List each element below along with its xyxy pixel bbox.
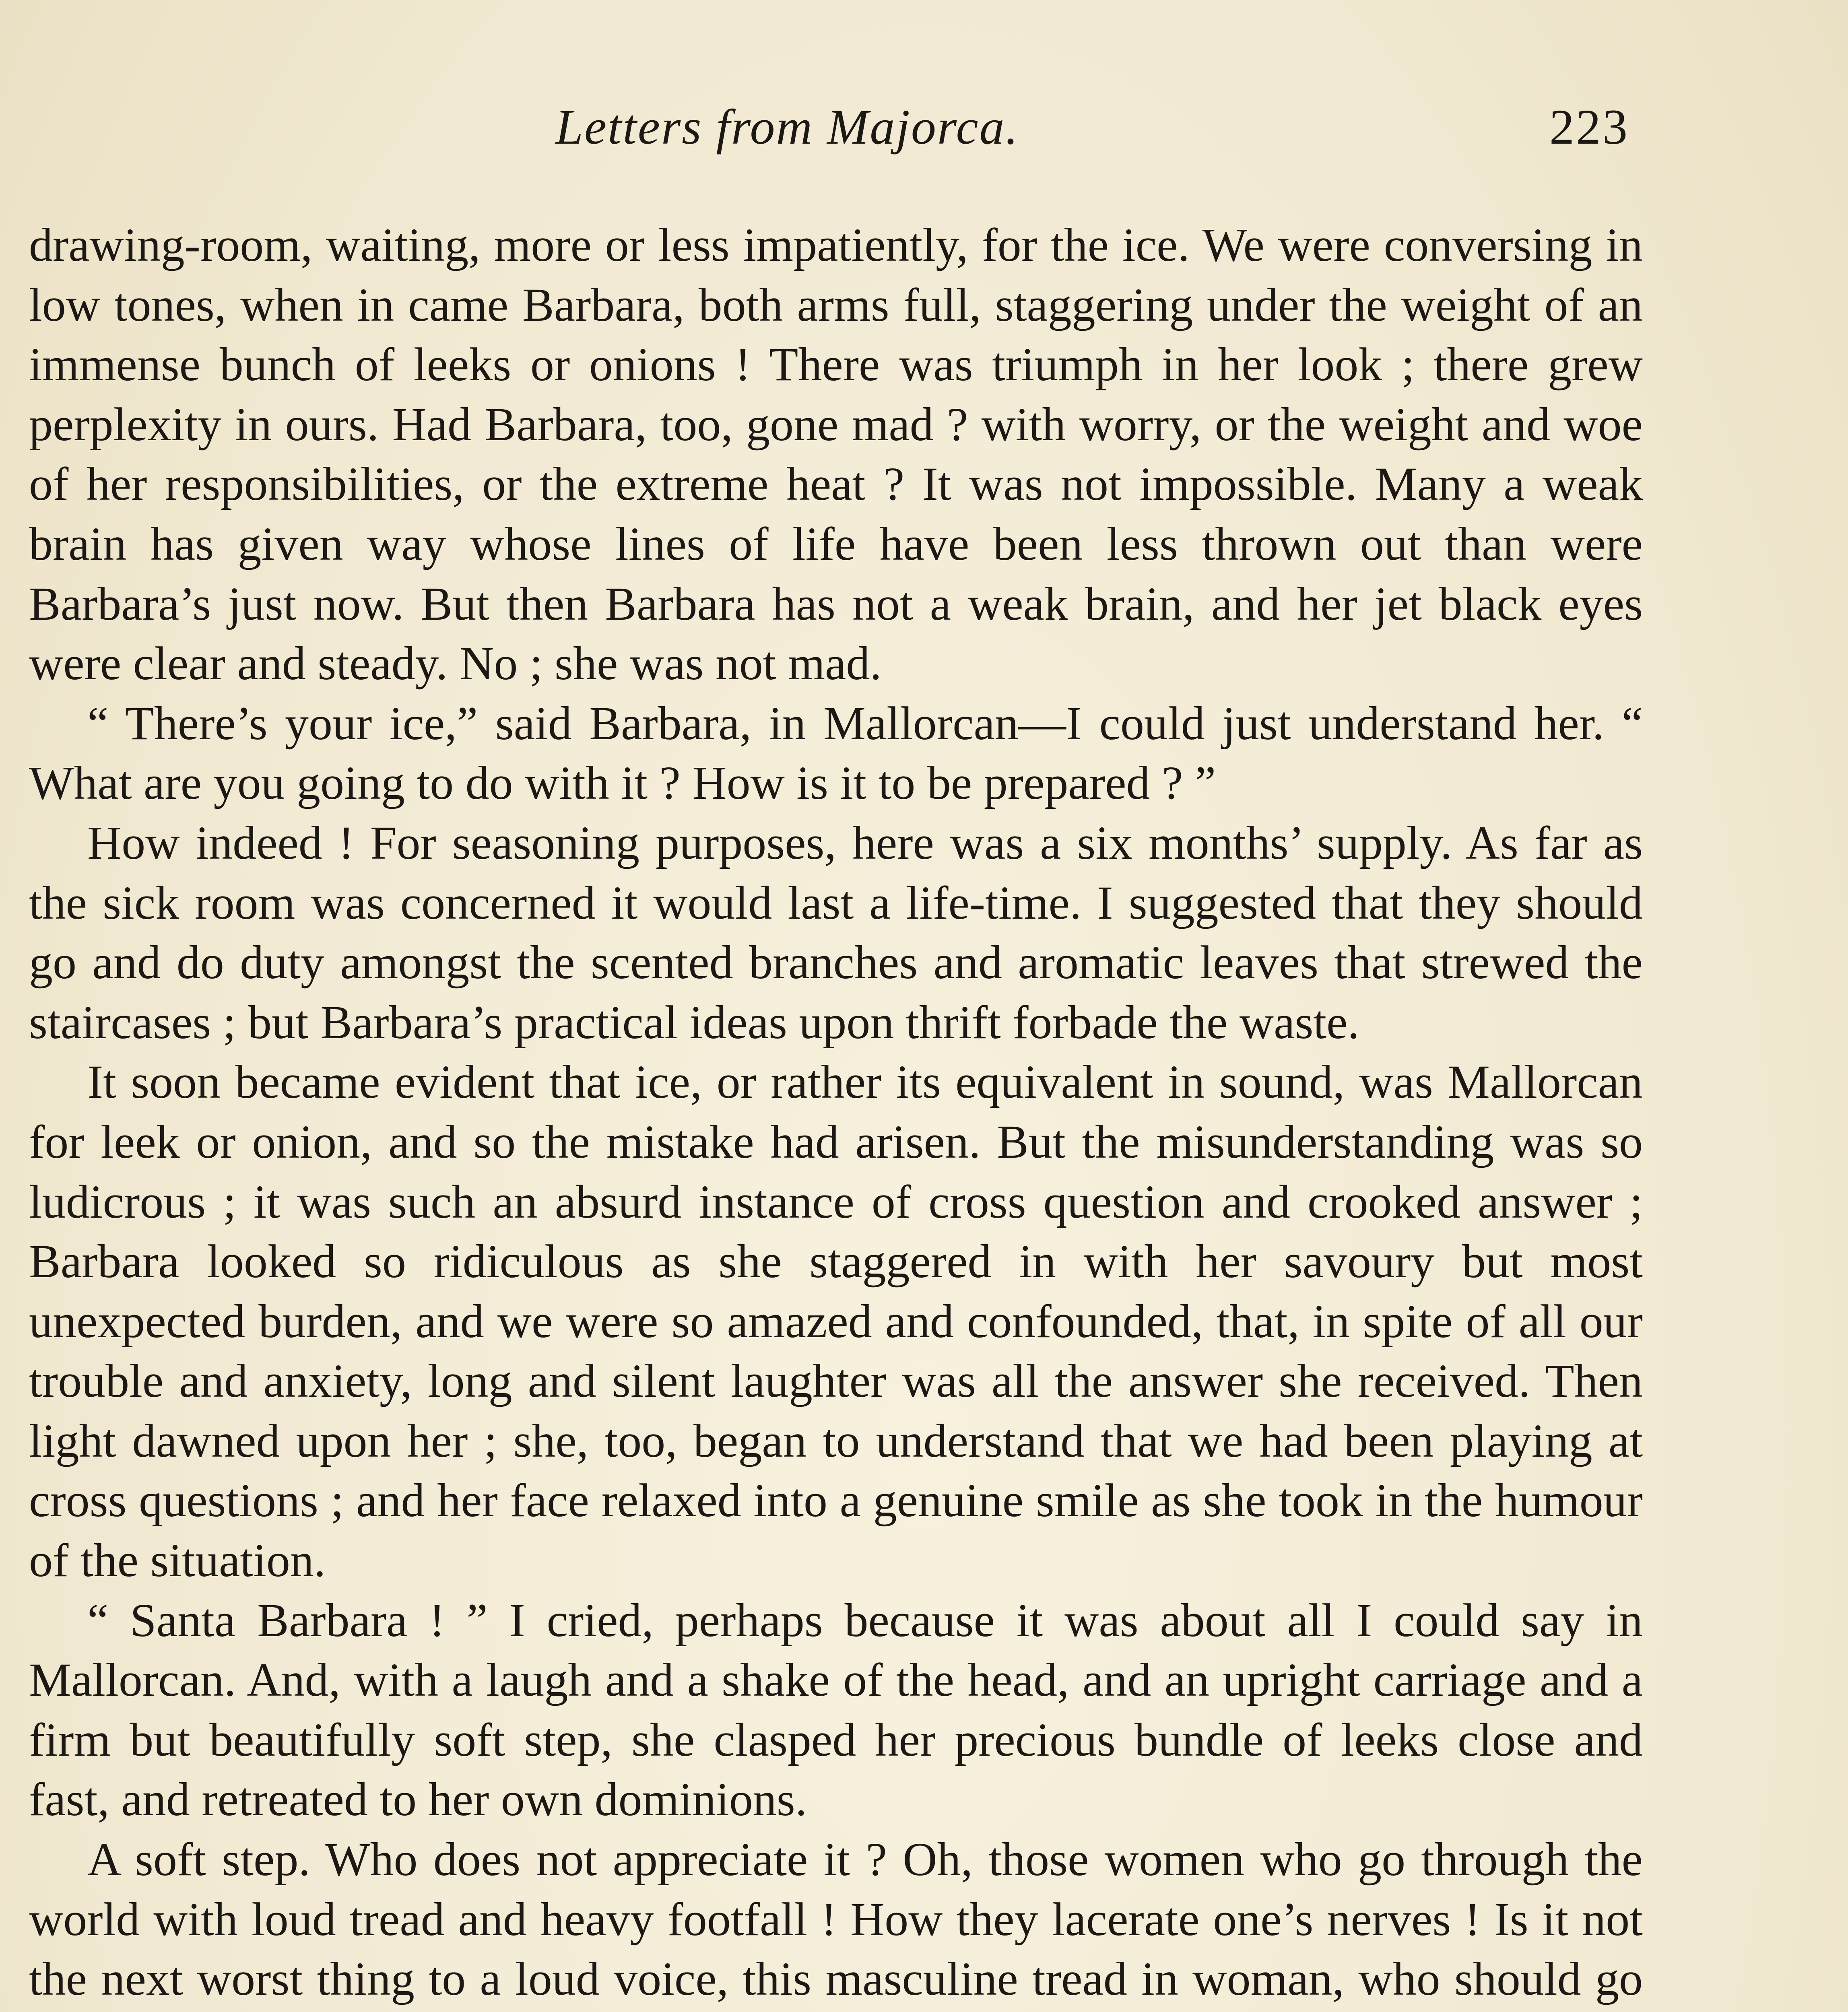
body-text bbox=[29, 215, 1643, 2012]
paragraph: How indeed ! For seasoning purposes, here was a six months’ supply. As far as the sick room was concerned it would last a life-time. I suggested that they should go and do duty amongst the scented branches and aromatic leaves that strewed the staircases ; but Barbara’s practical ideas upon thrift forbade the waste. bbox=[29, 816, 1643, 1049]
page-number: 223 bbox=[1549, 99, 1629, 155]
paragraph: “ Santa Barbara ! ” I cried, perhaps because it was about all I could say in Mallorcan. And, with a laugh and a shake of the head, and an upright carriage and a firm but beautifully soft step, she clasped her precious bundle of leeks close and fast, and retreated to her own dominions. bbox=[29, 1594, 1643, 1826]
paragraph: A soft step. Who does not appreciate it ? Oh, those women who go through the world with loud tread and heavy footfall ! How they lacerate one’s nerves ! Is it not the next worst thing to a loud voice, this masculine tread in woman, who should go bbox=[29, 1833, 1643, 2006]
paragraph: drawing-room, waiting, more or less impatiently, for the ice. We were conversing in low tones, when in came Barbara, both arms full, staggering under the weight of an immense bunch of leeks or onions ! There was triumph in her look ; there grew perplexity in ours. Had Barbara, too, gone mad ? with worry, or the weight and woe of her responsibilities, or the extreme heat ? It was not impossible. Many a weak brain has given way whose lines of life have been less thrown out than were Barbara’s just now. But then Barbara has not a weak brain, and her jet black eyes were clear and steady. No ; she was not mad. bbox=[29, 219, 1643, 690]
paragraph: “ There’s your ice,” said Barbara, in Mallorcan—I could just understand her. “ What are you going to do with it ? How is it to be prepared ? ” bbox=[29, 697, 1643, 810]
paragraph: It soon became evident that ice, or rather its equivalent in sound, was Mallorcan for leek or onion, and so the mistake had arisen. But the misunderstanding was so ludicrous ; it was such an absurd instance of cross question and crooked answer ; Barbara looked so ridiculous as she staggered in with her savoury but most unexpected burden, and we were so amazed and confounded, that, in spite of all our trouble and anxiety, long and silent laughter was all the answer she received. Then light dawned upon her ; she, too, began to understand that we had been playing at cross questions ; and her face relaxed into a genuine smile as she took in the humour of the situation. bbox=[29, 1055, 1643, 1587]
running-title: Letters from Majorca. bbox=[555, 99, 1019, 155]
